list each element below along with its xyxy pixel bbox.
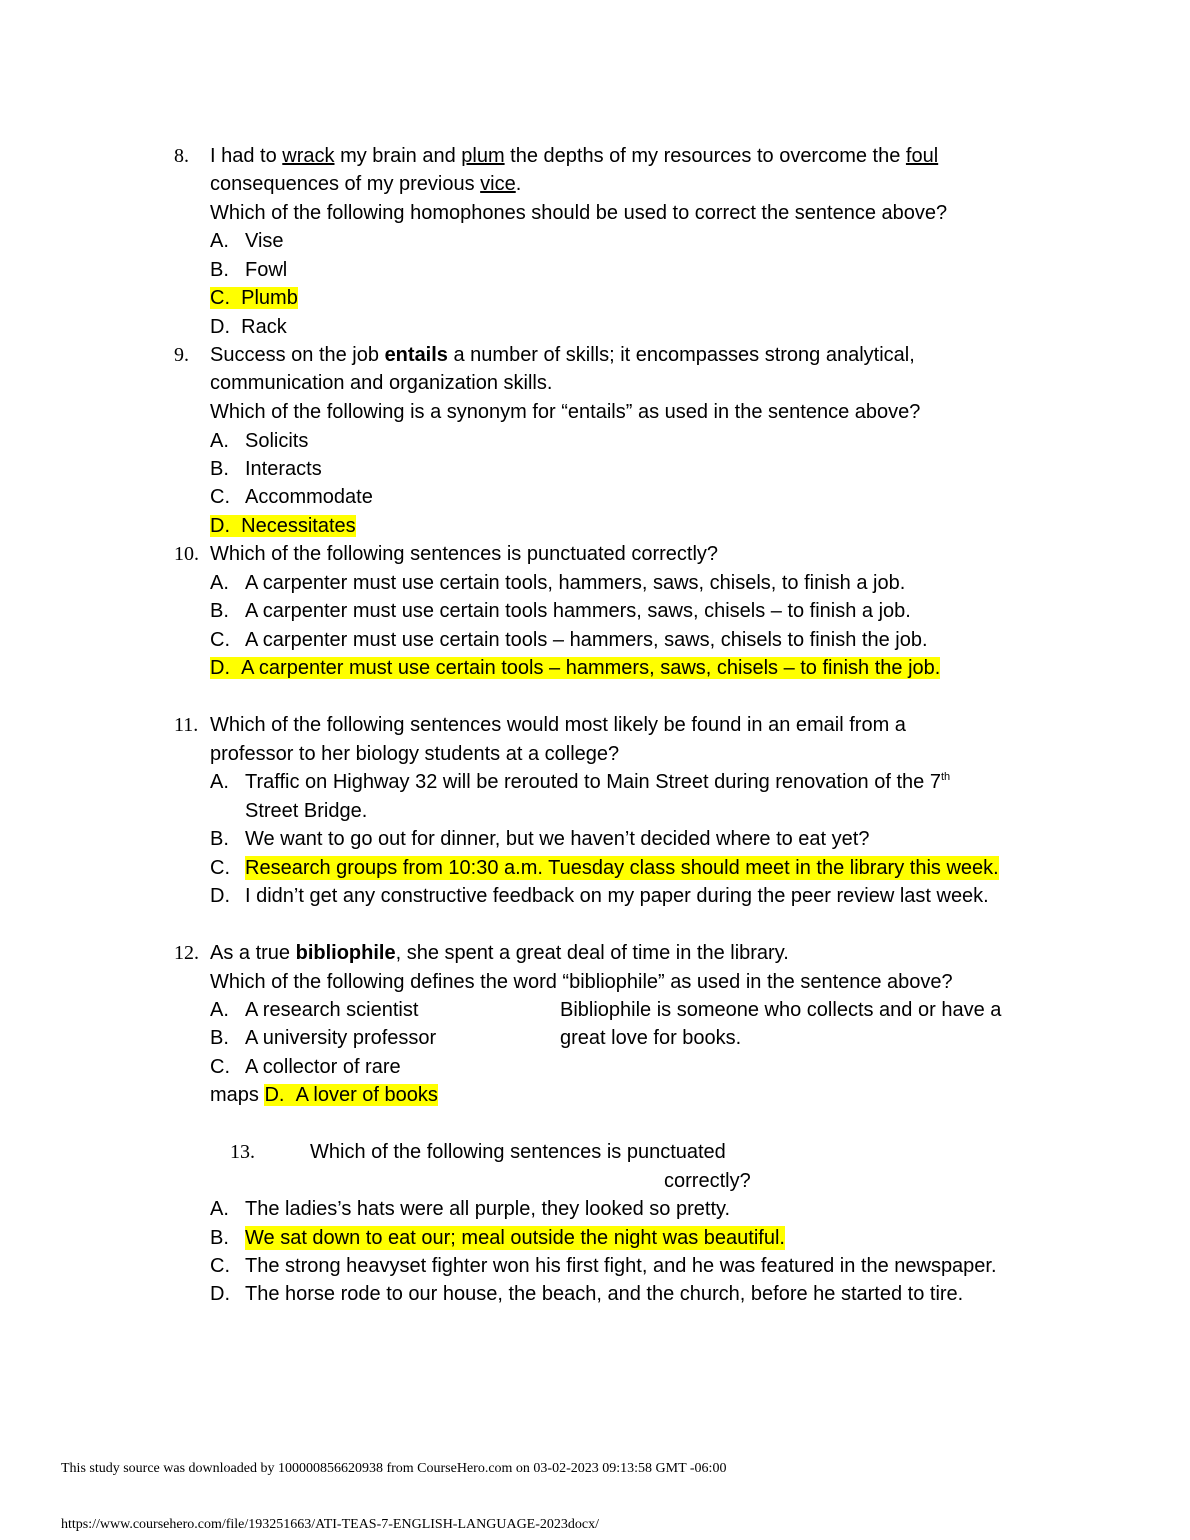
question-9-option-a <box>210 429 309 453</box>
question-8-option-b <box>210 258 288 282</box>
highlighted-answer: Research groups from 10:30 a.m. Tuesday class should meet in the library this week. <box>245 857 999 879</box>
question-11-option-d <box>210 884 989 908</box>
underlined-word: wrack <box>282 145 335 167</box>
question-10-prompt: Which of the following sentences is punctuated correctly? <box>210 543 719 565</box>
option-letter: A. <box>210 999 229 1021</box>
source-url[interactable]: https://www.coursehero.com/file/193251663/ATI-TEAS-7-ENGLISH-LANGUAGE-2023docx/ <box>61 1517 599 1532</box>
highlighted-answer: We sat down to eat our; meal outside the night was beautiful. <box>245 1227 785 1249</box>
question-12-option-c-wrap-and-d-answer <box>210 1083 438 1107</box>
question-11-option-b <box>210 827 870 851</box>
question-13-option-d <box>210 1282 964 1306</box>
option-text: A collector of rare <box>245 1056 401 1078</box>
question-12-prompt: Which of the following defines the word “bibliophile” as used in the sentence above? <box>210 971 953 993</box>
stem-text: As a true <box>210 942 296 964</box>
question-9-option-d-answer <box>210 514 356 538</box>
option-letter: D. <box>264 1084 285 1106</box>
question-9-option-b <box>210 457 322 481</box>
option-letter: D. <box>210 515 230 537</box>
stem-text: my brain and <box>334 145 462 167</box>
question-10-number: 10. <box>174 543 199 565</box>
option-text: I didn’t get any constructive feedback on my paper during the peer review last week. <box>245 885 989 907</box>
question-12-option-b <box>210 1026 437 1050</box>
option-letter: A. <box>210 230 229 252</box>
option-text-main: Traffic on Highway 32 will be rerouted to Main Street during renovation of the 7 <box>245 771 941 793</box>
option-letter: D. <box>210 316 230 338</box>
question-11-option-a <box>210 770 951 794</box>
question-10-option-c <box>210 628 928 652</box>
option-text: A carpenter must use certain tools – hammers, saws, chisels to finish the job. <box>245 629 928 651</box>
option-text: The ladies’s hats were all purple, they looked so pretty. <box>245 1198 731 1220</box>
option-text: A university professor <box>245 1027 437 1049</box>
option-text: A lover of books <box>295 1084 438 1106</box>
question-9-stem-line-2: communication and organization skills. <box>210 372 553 394</box>
question-13-option-b-answer <box>210 1226 785 1250</box>
option-letter: D. <box>210 657 230 679</box>
question-8-option-c-answer <box>210 286 298 310</box>
question-12-stem <box>210 941 789 965</box>
stem-text: consequences of my previous <box>210 173 481 195</box>
option-letter: B. <box>210 1227 229 1249</box>
question-10-option-a <box>210 571 906 595</box>
option-letter: B. <box>210 1027 229 1049</box>
option-text: Vise <box>245 230 284 252</box>
option-text: A carpenter must use certain tools, hammers, saws, chisels, to finish a job. <box>245 572 906 594</box>
download-notice: This study source was downloaded by 100000856620938 from CourseHero.com on 03-02-2023 09:13:58 GMT -06:00 <box>61 1461 727 1476</box>
question-9-number: 9. <box>174 344 189 366</box>
option-letter: C. <box>210 857 230 879</box>
question-12-note-line-1: Bibliophile is someone who collects and or have a <box>560 999 1002 1021</box>
option-text: Plumb <box>241 287 298 309</box>
option-letter: B. <box>210 458 229 480</box>
highlighted-answer <box>210 287 298 309</box>
stem-text: Success on the job <box>210 344 385 366</box>
option-letter: C. <box>210 486 230 508</box>
question-9-option-c <box>210 485 373 509</box>
option-letter: C. <box>210 287 230 309</box>
underlined-word: plum <box>461 145 505 167</box>
highlighted-answer <box>210 515 356 537</box>
question-8-option-d <box>210 315 287 339</box>
option-letter: A. <box>210 430 229 452</box>
stem-text: , she spent a great deal of time in the library. <box>395 942 789 964</box>
option-text: Fowl <box>245 259 288 281</box>
option-letter: C. <box>210 1056 230 1078</box>
bold-word: bibliophile <box>295 942 396 964</box>
option-letter: A. <box>210 1198 229 1220</box>
option-letter: A. <box>210 771 229 793</box>
question-12-option-c <box>210 1055 401 1079</box>
highlighted-answer <box>210 657 940 679</box>
option-text: Accommodate <box>245 486 373 508</box>
question-10-option-d-answer <box>210 656 940 680</box>
option-text: A research scientist <box>245 999 419 1021</box>
question-11-prompt-line-1: Which of the following sentences would most likely be found in an email from a <box>210 714 906 736</box>
option-text: A carpenter must use certain tools – hammers, saws, chisels – to finish the job. <box>241 657 941 679</box>
question-11-option-a-continuation: Street Bridge. <box>245 800 368 822</box>
question-11-option-c-answer <box>210 856 999 880</box>
stem-text: a number of skills; it encompasses strong analytical, <box>447 344 915 366</box>
option-text: We want to go out for dinner, but we haven’t decided where to eat yet? <box>245 828 870 850</box>
option-text: The strong heavyset fighter won his first fight, and he was featured in the newspaper. <box>245 1255 997 1277</box>
question-12-number: 12. <box>174 942 199 964</box>
option-text: Solicits <box>245 430 309 452</box>
option-letter: B. <box>210 600 229 622</box>
highlighted-answer <box>264 1084 437 1106</box>
option-letter: D. <box>210 1283 230 1305</box>
option-text: A carpenter must use certain tools hammers, saws, chisels – to finish a job. <box>245 600 911 622</box>
option-text-wrap: maps <box>210 1084 259 1106</box>
option-letter: D. <box>210 885 230 907</box>
option-letter: B. <box>210 828 229 850</box>
option-letter: B. <box>210 259 229 281</box>
bold-word: entails <box>384 344 448 366</box>
question-10-option-b <box>210 599 911 623</box>
question-8-option-a <box>210 229 284 253</box>
underlined-word: foul <box>905 145 939 167</box>
option-text: Necessitates <box>241 515 356 537</box>
question-11-prompt-line-2: professor to her biology students at a college? <box>210 743 620 765</box>
question-13-prompt-line-2: correctly? <box>664 1170 751 1192</box>
question-8-stem-line-1 <box>210 144 938 168</box>
stem-text: the depths of my resources to overcome the <box>504 145 906 167</box>
option-letter: C. <box>210 1255 230 1277</box>
question-13-option-c <box>210 1254 997 1278</box>
option-text <box>245 770 950 794</box>
underlined-word: vice <box>480 173 516 195</box>
question-13-prompt-line-1: Which of the following sentences is punctuated <box>310 1141 726 1163</box>
question-9-prompt: Which of the following is a synonym for “entails” as used in the sentence above? <box>210 401 921 423</box>
option-letter: A. <box>210 572 229 594</box>
superscript: th <box>940 771 951 783</box>
question-8-prompt: Which of the following homophones should be used to correct the sentence above? <box>210 202 948 224</box>
stem-text: I had to <box>210 145 283 167</box>
option-text: Interacts <box>245 458 322 480</box>
question-13-option-a <box>210 1197 731 1221</box>
option-text: The horse rode to our house, the beach, and the church, before he started to tire. <box>245 1283 964 1305</box>
option-text: Rack <box>241 316 287 338</box>
question-12-option-a <box>210 998 419 1022</box>
question-12-note-line-2: great love for books. <box>560 1027 742 1049</box>
question-13-number: 13. <box>230 1141 255 1163</box>
stem-text: . <box>515 173 522 195</box>
option-letter: C. <box>210 629 230 651</box>
question-8-number: 8. <box>174 145 189 167</box>
question-9-stem-line-1 <box>210 343 915 367</box>
question-8-stem-line-2 <box>210 172 521 196</box>
question-11-number: 11. <box>174 714 199 736</box>
